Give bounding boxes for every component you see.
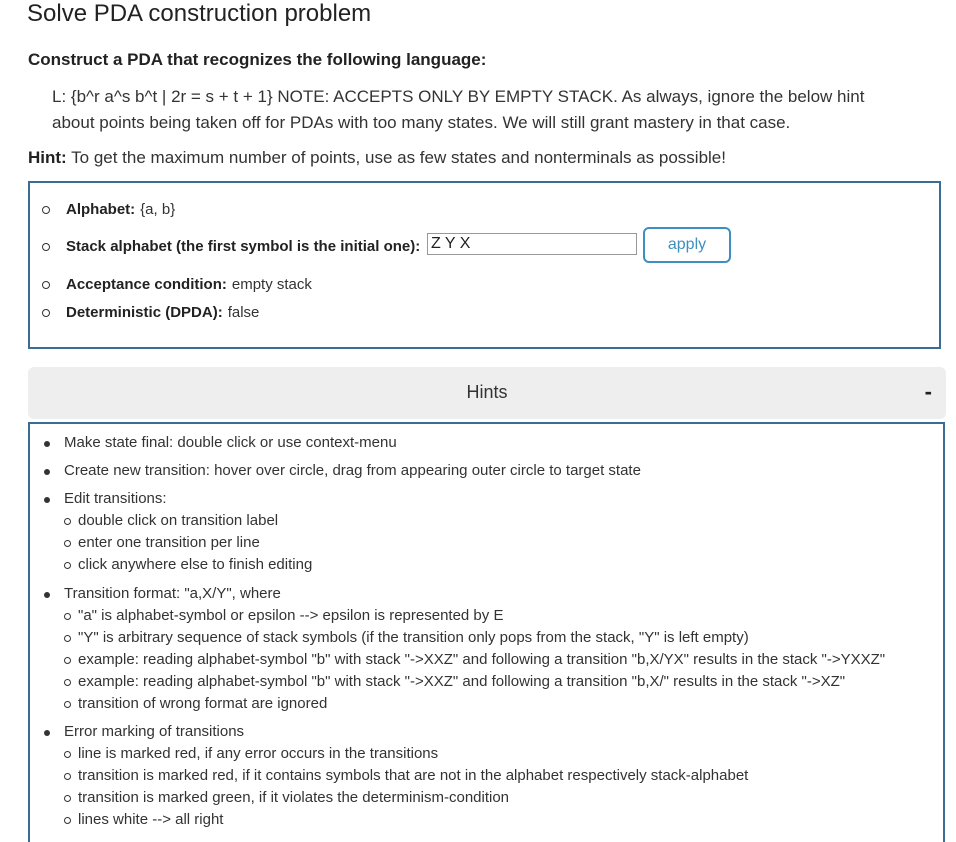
circle-bullet-icon (64, 795, 71, 802)
collapse-button[interactable]: - (924, 379, 932, 404)
hints-title: Hints (466, 382, 508, 402)
circle-bullet-icon (64, 751, 71, 758)
circle-bullet-icon (64, 540, 71, 547)
circle-bullet-icon (64, 679, 71, 686)
bullet-icon (44, 441, 50, 447)
deterministic-row (42, 304, 259, 321)
deterministic-value: false (227, 304, 260, 321)
circle-bullet-icon (64, 518, 71, 525)
hints-panel: Make state final: double click or use context-menu Create new transition: hover over circle, drag from appearing outer circle to target state Edit transitions: double click on transition label enter one transition per line click anywhere else to finish editing Transition format: "a,X/Y", where "a" is alphabet-symbol or epsilon --> epsilon is represented by E "Y" is arbitrary sequence of stack symbols (if the transition only pops from the stack, "Y" is left empty) example: reading alphabet-symbol "b" with stack "->XXZ" and following a transition "b,X/YX" results in the stack "->YXXZ" example: reading alphabet-symbol "b" with stack "->XXZ" and following a transition "b,X/" results in the stack "->XZ" transition of wrong format are ignored Error marking of transitions line is marked red, if any error occurs in the transitions transition is marked red, if it contains symbols that are not in the alphabet respectively stack-alphabet transition is marked green, if it violates the determinism-condition lines white --> all right (28, 422, 945, 842)
bullet-icon (44, 730, 50, 736)
hints-header[interactable] (28, 367, 946, 419)
alphabet-label: Alphabet: (66, 201, 136, 218)
bullet-icon (44, 469, 50, 475)
acceptance-row (42, 276, 312, 293)
circle-bullet-icon (64, 817, 71, 824)
problem-heading: Construct a PDA that recognizes the following language: (28, 50, 487, 69)
page-title: Solve PDA construction problem (27, 0, 372, 27)
circle-bullet-icon (42, 309, 50, 317)
scoring-hint (28, 148, 726, 168)
language-description (52, 84, 912, 136)
circle-bullet-icon (42, 243, 50, 251)
deterministic-label: Deterministic (DPDA): (66, 304, 223, 321)
circle-bullet-icon (64, 657, 71, 664)
stack-alphabet-row (42, 238, 425, 255)
circle-bullet-icon (64, 635, 71, 642)
bullet-icon (44, 497, 50, 503)
acceptance-value: empty stack (231, 276, 312, 293)
pda-properties-panel (28, 181, 941, 349)
alphabet-row (42, 201, 175, 218)
circle-bullet-icon (64, 613, 71, 620)
alphabet-value: {a, b} (140, 201, 176, 218)
circle-bullet-icon (42, 281, 50, 289)
acceptance-label: Acceptance condition: (66, 276, 227, 293)
circle-bullet-icon (64, 773, 71, 780)
stack-alphabet-label: Stack alphabet (the first symbol is the initial one): (66, 238, 421, 255)
bullet-icon (44, 592, 50, 598)
circle-bullet-icon (64, 701, 71, 708)
stack-alphabet-input[interactable] (427, 233, 637, 255)
circle-bullet-icon (64, 562, 71, 569)
hint-label: Hint: (28, 148, 67, 167)
hint-text: To get the maximum number of points, use as few states and nonterminals as possible! (71, 148, 726, 167)
circle-bullet-icon (42, 206, 50, 214)
apply-button[interactable]: apply (643, 227, 731, 263)
language-line-1: L: {b^r a^s b^t | 2r = s + t + 1} NOTE: ACCEPTS ONLY BY EMPTY STACK. As always, ignore the below hint (52, 87, 865, 106)
language-line-2: about points being taken off for PDAs with too many states. We will still grant mastery in that case. (52, 113, 791, 132)
